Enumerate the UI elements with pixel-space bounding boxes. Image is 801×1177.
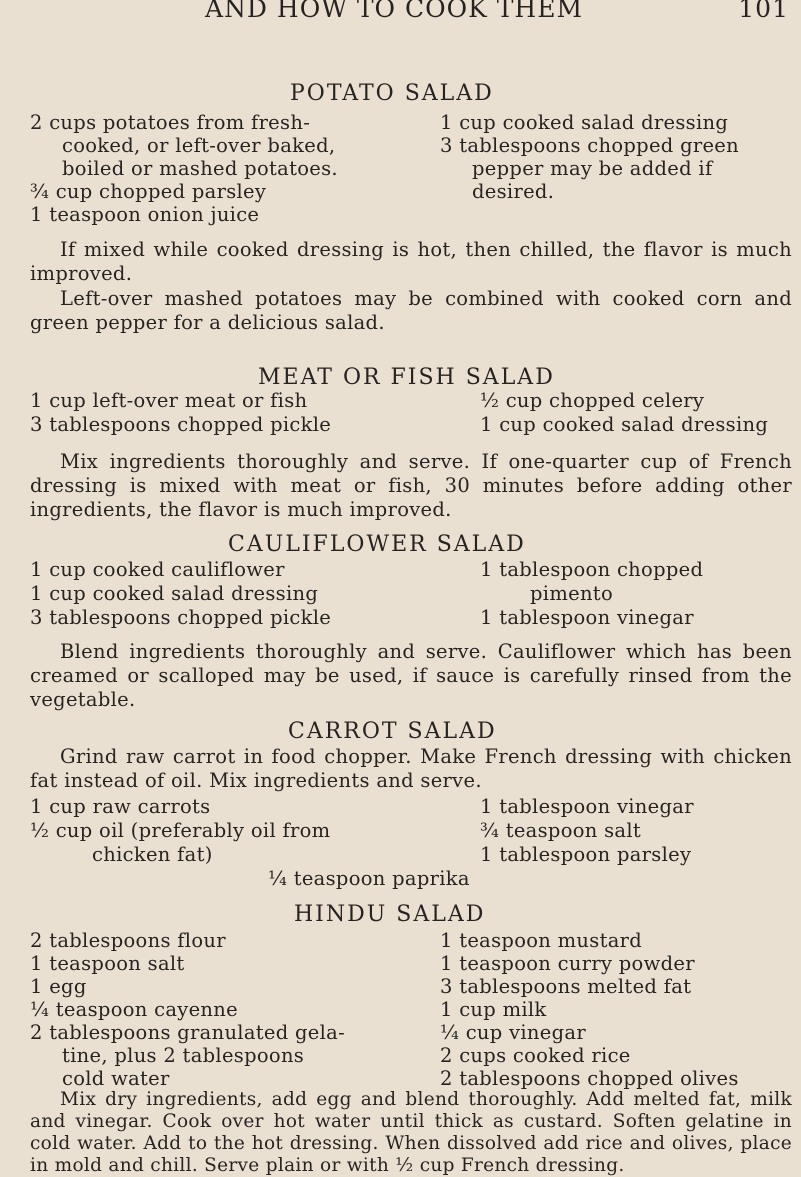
ingredient-line: 1 teaspoon salt	[30, 952, 185, 975]
ingredient-line: cold water	[62, 1067, 170, 1090]
ingredient-line: 1 cup cooked salad dressing	[30, 582, 319, 605]
ingredient-line: boiled or mashed potatoes.	[62, 157, 338, 180]
ingredient-line: 3 tablespoons melted fat	[440, 975, 692, 998]
ingredient-line: ¼ teaspoon cayenne	[30, 998, 238, 1021]
ingredient-line: ¼ teaspoon paprika	[268, 867, 470, 890]
running-head-title: AND HOW TO COOK THEM	[205, 0, 584, 23]
ingredient-line: 1 cup left-over meat or fish	[30, 389, 308, 412]
ingredient-line: 2 tablespoons chopped olives	[440, 1067, 739, 1090]
ingredient-line: 2 cups cooked rice	[440, 1044, 631, 1067]
ingredient-line: 1 tablespoon chopped	[480, 558, 704, 581]
instructions-paragraph: Mix dry ingredients, add egg and blend thoroughly. Add melted fat, milk and vinegar. Cook over hot water until thick as custard. Soften gelatine in cold water. Add to the hot dressing. When dissolved add rice and olives, place in mold and chill. Serve plain or with ½ cup French dressing.	[30, 1089, 792, 1176]
ingredient-line: 1 tablespoon parsley	[480, 843, 692, 866]
recipe-title: HINDU SALAD	[294, 902, 486, 927]
ingredient-line: 2 cups potatoes from fresh-	[30, 111, 311, 134]
page-number: 101	[738, 0, 789, 23]
instructions-paragraph: If mixed while cooked dressing is hot, then chilled, the flavor is much improved.	[30, 238, 792, 285]
ingredient-line: pepper may be added if	[472, 157, 713, 180]
ingredient-line: 3 tablespoons chopped green	[440, 134, 740, 157]
ingredient-line: 1 cup cooked salad dressing	[440, 111, 729, 134]
ingredient-line: ¾ teaspoon salt	[480, 819, 642, 842]
ingredient-line: ¾ cup chopped parsley	[30, 180, 267, 203]
recipe-title: MEAT OR FISH SALAD	[258, 365, 555, 390]
ingredient-line: tine, plus 2 tablespoons	[62, 1044, 305, 1067]
ingredient-line: 2 tablespoons flour	[30, 929, 226, 952]
ingredient-line: ¼ cup vinegar	[440, 1021, 586, 1044]
instructions-paragraph: Left-over mashed potatoes may be combined with cooked corn and green pepper for a delicious salad.	[30, 287, 792, 334]
instructions-paragraph: Mix ingredients thoroughly and serve. If one-quarter cup of French dressing is mixed with meat or fish, 30 minutes before adding other ingredients, the flavor is much improved.	[30, 450, 792, 521]
recipe-title: POTATO SALAD	[290, 81, 494, 106]
instructions-paragraph: Blend ingredients thoroughly and serve. Cauliflower which has been creamed or scalloped may be used, if sauce is carefully rinsed from the vegetable.	[30, 640, 792, 711]
recipe-title: CARROT SALAD	[288, 719, 497, 744]
ingredient-line: 1 teaspoon mustard	[440, 929, 643, 952]
ingredient-line: 1 tablespoon vinegar	[480, 795, 694, 818]
ingredient-line: chicken fat)	[92, 843, 213, 866]
ingredient-line: pimento	[530, 582, 613, 605]
running-head	[205, 0, 795, 30]
ingredient-line: 3 tablespoons chopped pickle	[30, 606, 332, 629]
recipe-title: CAULIFLOWER SALAD	[228, 532, 526, 557]
ingredient-line: 1 egg	[30, 975, 87, 998]
ingredient-line: 1 tablespoon vinegar	[480, 606, 694, 629]
ingredient-line: ½ cup oil (preferably oil from	[30, 819, 331, 842]
ingredient-line: desired.	[472, 180, 555, 203]
ingredient-line: ½ cup chopped celery	[480, 389, 705, 412]
instructions-paragraph: Grind raw carrot in food chopper. Make French dressing with chicken fat instead of oil. Mix ingredients and serve.	[30, 745, 792, 792]
ingredient-line: 1 cup cooked cauliflower	[30, 558, 285, 581]
ingredient-line: 3 tablespoons chopped pickle	[30, 413, 332, 436]
ingredient-line: 1 teaspoon curry powder	[440, 952, 695, 975]
ingredient-line: 1 teaspoon onion juice	[30, 203, 260, 226]
ingredient-line: 2 tablespoons granulated gela-	[30, 1021, 346, 1044]
ingredient-line: 1 cup raw carrots	[30, 795, 211, 818]
ingredient-line: 1 cup milk	[440, 998, 547, 1021]
ingredient-line: cooked, or left-over baked,	[62, 134, 336, 157]
ingredient-line: 1 cup cooked salad dressing	[480, 413, 769, 436]
